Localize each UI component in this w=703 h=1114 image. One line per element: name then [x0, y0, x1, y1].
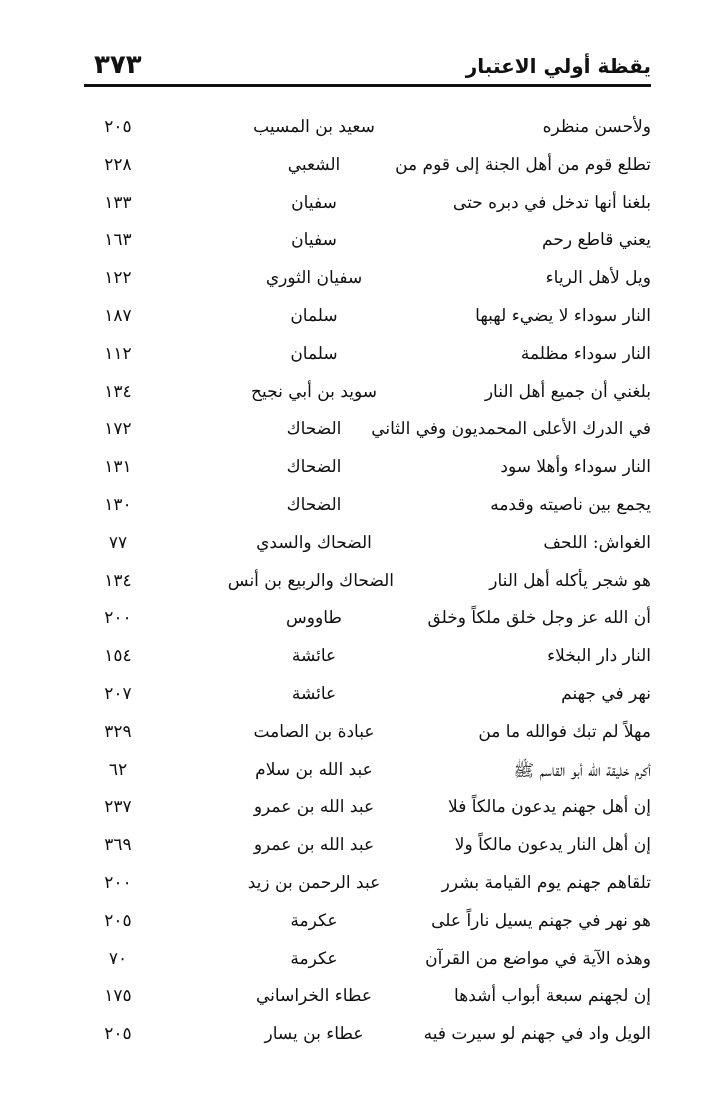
entry-text: الغواش: اللحف — [543, 532, 651, 553]
index-entry — [84, 226, 651, 264]
entry-narrator: الضحاك — [286, 457, 342, 478]
entry-page-number: ١١٢ — [104, 343, 132, 364]
page-header — [84, 48, 651, 84]
index-entry — [84, 378, 651, 416]
index-entry — [84, 793, 651, 831]
page-number: ٣٧٣ — [94, 50, 142, 80]
entry-text: وهذه الآية في مواضع من القرآن — [425, 948, 651, 969]
entry-narrator: سويد بن أبي نجيح — [251, 381, 377, 402]
index-entry — [84, 491, 651, 529]
entry-narrator: الضحاك والسدي — [256, 532, 372, 553]
entry-text: النار سوداء لا يضيء لهبها — [475, 305, 651, 326]
entry-text: هو شجر يأكله أهل النار — [489, 570, 651, 591]
entry-text: يعني قاطع رحم — [542, 230, 651, 251]
entry-page-number: ١٦٣ — [104, 230, 132, 251]
entry-text: ولأحسن منظره — [542, 117, 651, 137]
index-entry — [84, 529, 651, 567]
entry-page-number: ١٢٢ — [104, 268, 132, 289]
index-entry — [84, 982, 651, 1020]
index-entry — [84, 718, 651, 756]
entry-narrator: عكرمة — [290, 948, 338, 969]
entry-text: النار دار البخلاء — [547, 646, 651, 667]
running-title: يقظة أولي الاعتبار — [465, 54, 651, 78]
entry-page-number: ١٧٥ — [104, 986, 132, 1007]
index-entry — [84, 869, 651, 907]
entry-narrator: عطاء بن يسار — [264, 1024, 364, 1045]
index-entry — [84, 453, 651, 491]
index-entry — [84, 604, 651, 642]
entry-text: في الدرك الأعلى المحمديون وفي الثاني — [371, 419, 651, 440]
entry-narrator: سعيد بن المسيب — [253, 117, 375, 137]
entry-narrator: عبادة بن الصامت — [253, 721, 375, 742]
entry-text: بلغني أن جميع أهل النار — [484, 381, 651, 402]
entry-text: ويل لأهل الرياء — [545, 268, 651, 289]
entry-narrator: سلمان — [290, 343, 338, 364]
entry-text: أن الله عز وجل خلق ملكاً وخلق — [427, 608, 651, 629]
entry-page-number: ٢٣٧ — [104, 797, 132, 818]
entry-text: تلقاهم جهنم يوم القيامة بشرر — [441, 872, 651, 893]
entry-text: إن أهل جهنم يدعون مالكاً فلا — [448, 797, 651, 818]
entry-text: أكرم خليقة الله أبو القاسم ﷺ — [513, 760, 651, 781]
entry-text: الويل واد في جهنم لو سيرت فيه — [423, 1024, 651, 1045]
index-list — [84, 113, 651, 1058]
entry-page-number: ٢٢٨ — [104, 154, 132, 175]
entry-text: تطلع قوم من أهل الجنة إلى قوم من — [395, 154, 651, 175]
header-rule — [84, 84, 651, 87]
index-entry — [84, 831, 651, 869]
entry-page-number: ١٣٣ — [104, 192, 132, 213]
index-entry — [84, 340, 651, 378]
entry-narrator: سفيان الثوري — [265, 268, 363, 289]
entry-narrator: عكرمة — [290, 910, 338, 931]
index-entry — [84, 1020, 651, 1058]
index-entry — [84, 680, 651, 718]
entry-narrator: سلمان — [290, 305, 338, 326]
entry-page-number: ٢٠٠ — [104, 872, 132, 893]
entry-narrator: الشعبي — [287, 154, 341, 175]
entry-text: إن أهل النار يدعون مالكاً ولا — [454, 835, 651, 856]
entry-text: مهلاً لم تبك فوالله ما من — [478, 721, 651, 742]
index-entry — [84, 189, 651, 227]
index-entry — [84, 415, 651, 453]
index-entry — [84, 264, 651, 302]
index-entry — [84, 907, 651, 945]
entry-page-number: ١٣٤ — [104, 570, 132, 591]
entry-page-number: ١٣٤ — [104, 381, 132, 402]
entry-text: النار سوداء وأهلا سود — [500, 457, 651, 478]
entry-page-number: ١٥٤ — [104, 646, 132, 667]
entry-text: نهر في جهنم — [561, 683, 651, 704]
index-entry — [84, 151, 651, 189]
entry-page-number: ١٣٠ — [104, 494, 132, 515]
entry-page-number: ٧٧ — [108, 532, 128, 553]
index-entry — [84, 113, 651, 151]
entry-page-number: ٦٢ — [108, 759, 128, 780]
entry-page-number: ٢٠٥ — [104, 910, 132, 931]
entry-text: بلغنا أنها تدخل في دبره حتى — [452, 192, 651, 213]
entry-text: هو نهر في جهنم يسيل ناراً على — [431, 910, 651, 931]
entry-page-number: ١٨٧ — [104, 305, 132, 326]
entry-page-number: ٧٠ — [108, 948, 128, 969]
entry-text: النار سوداء مظلمة — [520, 343, 651, 364]
entry-narrator: سفيان — [291, 230, 337, 251]
index-entry — [84, 642, 651, 680]
entry-narrator: عبد الرحمن بن زيد — [247, 872, 381, 893]
entry-text: إن لجهنم سبعة أبواب أشدها — [454, 986, 651, 1007]
index-entry — [84, 567, 651, 605]
entry-page-number: ٣٢٩ — [104, 721, 132, 742]
index-entry — [84, 756, 651, 794]
entry-narrator: الضحاك — [286, 419, 342, 440]
entry-narrator: عبد الله بن عمرو — [253, 835, 375, 856]
entry-page-number: ١٧٢ — [104, 419, 132, 440]
entry-narrator: عطاء الخراساني — [256, 986, 372, 1007]
entry-page-number: ٢٠٧ — [104, 683, 132, 704]
entry-narrator: عبد الله بن سلام — [255, 759, 373, 780]
entry-page-number: ٢٠٠ — [104, 608, 132, 629]
entry-narrator: سفيان — [291, 192, 337, 213]
entry-narrator: عائشة — [291, 683, 337, 704]
entry-page-number: ١٣١ — [104, 457, 132, 478]
entry-narrator: الضحاك — [286, 494, 342, 515]
entry-narrator: الضحاك والربيع بن أنس — [227, 570, 394, 591]
entry-page-number: ٢٠٥ — [104, 1024, 132, 1045]
entry-page-number: ٢٠٥ — [104, 117, 132, 137]
entry-page-number: ٣٦٩ — [104, 835, 132, 856]
index-entry — [84, 302, 651, 340]
entry-text: يجمع بين ناصيته وقدمه — [490, 494, 651, 515]
entry-narrator: طاووس — [286, 608, 342, 629]
entry-narrator: عبد الله بن عمرو — [253, 797, 375, 818]
index-entry — [84, 945, 651, 983]
entry-narrator: عائشة — [291, 646, 337, 667]
